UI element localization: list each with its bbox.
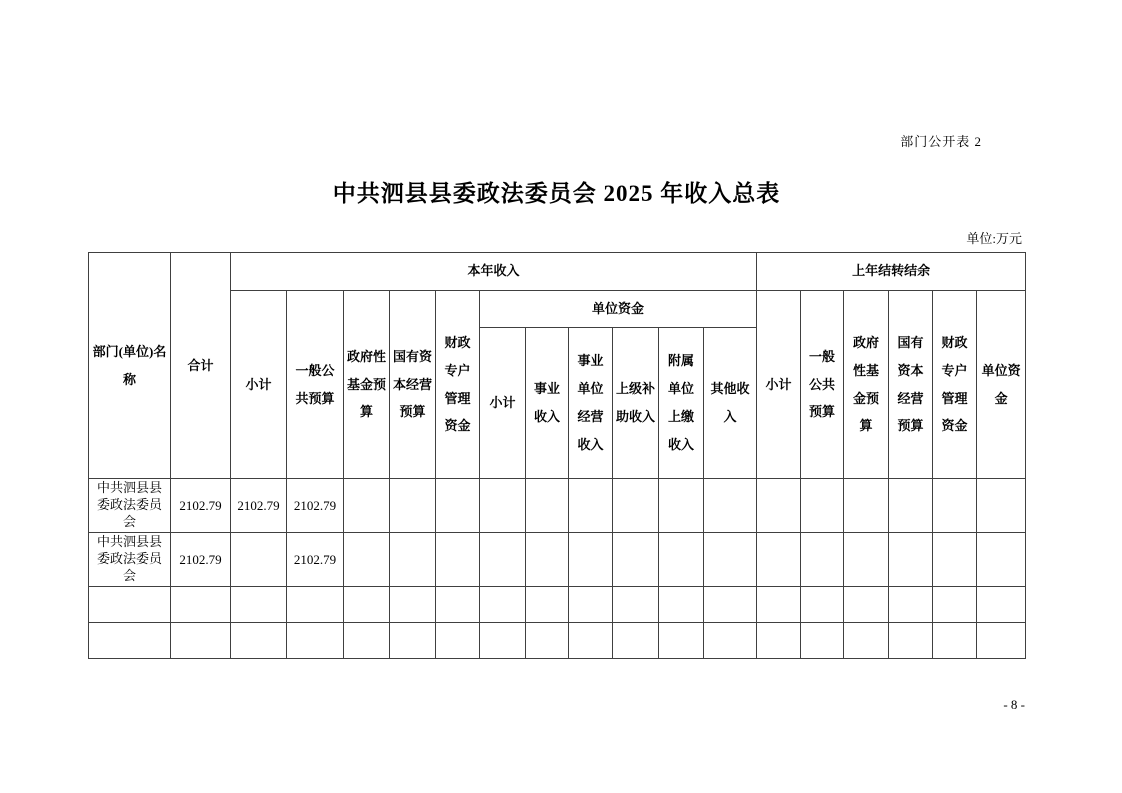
header-co-fiscal-account-funds: 财政专户管理资金 <box>933 291 977 479</box>
table-row <box>89 623 1026 659</box>
row-name-cell <box>89 623 171 659</box>
value-cell <box>171 587 231 623</box>
value-cell <box>889 533 933 587</box>
value-cell <box>933 479 977 533</box>
value-cell <box>344 533 390 587</box>
header-co-general-public-budget: 一般公共预算 <box>801 291 844 479</box>
value-cell <box>569 479 613 533</box>
value-cell <box>977 533 1026 587</box>
header-co-unit-funds: 单位资金 <box>977 291 1026 479</box>
header-current-year-income: 本年收入 <box>231 253 757 291</box>
value-cell <box>801 587 844 623</box>
value-cell <box>390 479 436 533</box>
value-cell <box>977 587 1026 623</box>
header-co-subtotal: 小计 <box>757 291 801 479</box>
value-cell <box>933 587 977 623</box>
value-cell <box>704 623 757 659</box>
value-cell <box>757 623 801 659</box>
header-dept-name: 部门(单位)名称 <box>89 253 171 479</box>
row-name-cell: 中共泗县县委政法委员会 <box>89 533 171 587</box>
value-cell <box>757 587 801 623</box>
header-co-state-capital-budget: 国有资本经营预算 <box>889 291 933 479</box>
value-cell <box>390 623 436 659</box>
header-total: 合计 <box>171 253 231 479</box>
value-cell <box>390 533 436 587</box>
row-name-cell: 中共泗县县委政法委员会 <box>89 479 171 533</box>
value-cell <box>801 623 844 659</box>
value-cell <box>801 533 844 587</box>
value-cell <box>889 623 933 659</box>
value-cell <box>844 533 889 587</box>
unit-note: 单位:万元 <box>966 231 1022 246</box>
value-cell <box>844 479 889 533</box>
table-row <box>89 479 1026 533</box>
value-cell <box>933 533 977 587</box>
header-unit-funds-group: 单位资金 <box>480 291 757 328</box>
value-cell: 2102.79 <box>171 479 231 533</box>
value-cell <box>801 479 844 533</box>
value-cell <box>569 587 613 623</box>
value-cell <box>171 623 231 659</box>
value-cell: 2102.79 <box>171 533 231 587</box>
value-cell <box>844 623 889 659</box>
value-cell <box>613 533 659 587</box>
value-cell <box>977 479 1026 533</box>
value-cell <box>344 587 390 623</box>
value-cell <box>480 533 526 587</box>
header-cy-gov-fund-budget: 政府性基金预算 <box>344 291 390 479</box>
value-cell <box>436 587 480 623</box>
value-cell <box>757 533 801 587</box>
value-cell <box>757 479 801 533</box>
value-cell <box>977 623 1026 659</box>
value-cell <box>613 587 659 623</box>
page-number: - 8 - <box>1003 697 1025 712</box>
value-cell <box>231 533 287 587</box>
value-cell: 2102.79 <box>287 479 344 533</box>
value-cell <box>480 479 526 533</box>
value-cell <box>659 623 704 659</box>
value-cell <box>480 587 526 623</box>
value-cell <box>344 479 390 533</box>
value-cell <box>659 587 704 623</box>
header-cy-subtotal: 小计 <box>231 291 287 479</box>
value-cell <box>436 623 480 659</box>
value-cell: 2102.79 <box>231 479 287 533</box>
value-cell <box>390 587 436 623</box>
header-uf-business-income: 事业收入 <box>526 328 569 479</box>
value-cell <box>569 533 613 587</box>
value-cell <box>526 533 569 587</box>
value-cell <box>231 587 287 623</box>
value-cell <box>704 587 757 623</box>
corner-label: 部门公开表 2 <box>900 134 982 149</box>
value-cell <box>569 623 613 659</box>
header-uf-affiliated-remitted-income: 附属单位上缴收入 <box>659 328 704 479</box>
value-cell <box>704 533 757 587</box>
header-cy-state-capital-budget: 国有资本经营预算 <box>390 291 436 479</box>
header-uf-subtotal: 小计 <box>480 328 526 479</box>
header-carryover: 上年结转结余 <box>757 253 1026 291</box>
header-uf-superior-subsidy-income: 上级补助收入 <box>613 328 659 479</box>
table-row <box>89 533 1026 587</box>
value-cell <box>287 587 344 623</box>
value-cell <box>526 587 569 623</box>
value-cell <box>344 623 390 659</box>
value-cell <box>231 623 287 659</box>
header-uf-other-income: 其他收入 <box>704 328 757 479</box>
value-cell <box>287 623 344 659</box>
value-cell <box>613 479 659 533</box>
value-cell <box>659 479 704 533</box>
value-cell <box>704 479 757 533</box>
header-cy-general-public-budget: 一般公共预算 <box>287 291 344 479</box>
value-cell <box>844 587 889 623</box>
value-cell <box>480 623 526 659</box>
value-cell <box>889 587 933 623</box>
value-cell <box>526 479 569 533</box>
value-cell <box>436 479 480 533</box>
value-cell: 2102.79 <box>287 533 344 587</box>
row-name-cell <box>89 587 171 623</box>
table-row <box>89 587 1026 623</box>
header-uf-business-operating-income: 事业单位经营收入 <box>569 328 613 479</box>
value-cell <box>436 533 480 587</box>
value-cell <box>889 479 933 533</box>
value-cell <box>526 623 569 659</box>
header-cy-fiscal-account-funds: 财政专户管理资金 <box>436 291 480 479</box>
value-cell <box>659 533 704 587</box>
page-title: 中共泗县县委政法委员会 2025 年收入总表 <box>332 181 781 206</box>
value-cell <box>933 623 977 659</box>
income-summary-table <box>88 252 1026 659</box>
header-co-gov-fund-budget: 政府性基金预算 <box>844 291 889 479</box>
value-cell <box>613 623 659 659</box>
